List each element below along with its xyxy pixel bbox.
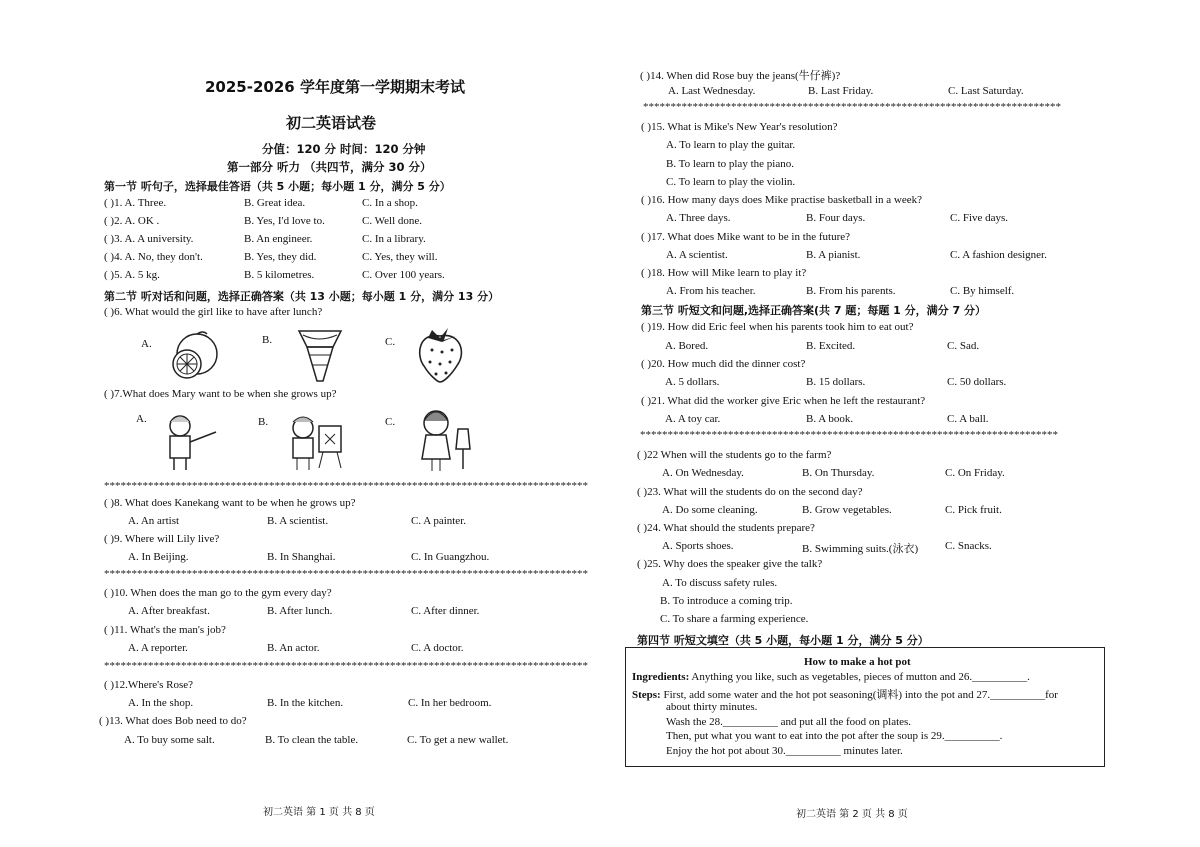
q16-question: ( )16. How many days does Mike practise basketball in a week? bbox=[641, 194, 923, 206]
box-title: How to make a hot pot bbox=[804, 656, 911, 668]
q20-a: A. 5 dollars. bbox=[665, 376, 720, 388]
score-time: 分值：120 分 时间：120 分钟 bbox=[262, 142, 426, 156]
section2-heading: 第二节 听对话和问题，选择正确答案（共 13 小题；每小题 1 分，满分 13 分） bbox=[104, 290, 500, 303]
q14-a: A. Last Wednesday. bbox=[668, 85, 756, 97]
q6-question: ( )6. What would the girl like to have after lunch? bbox=[104, 306, 323, 318]
q22-a: A. On Wednesday. bbox=[662, 467, 744, 479]
steps-text-5: Enjoy the hot pot about 30.__________ minutes later. bbox=[666, 745, 903, 757]
q9-a: A. In Beijing. bbox=[128, 551, 189, 563]
q6-label-c: C. bbox=[385, 336, 396, 348]
q13-b: B. To clean the table. bbox=[265, 734, 359, 746]
q4-a: ( )4. A. No, they don't. bbox=[104, 251, 203, 263]
q17-a: A. A scientist. bbox=[666, 249, 728, 261]
page-footer-left: 初二英语 第 1 页 共 8 页 bbox=[263, 807, 375, 818]
q16-b: B. Four days. bbox=[806, 212, 866, 224]
q25-question: ( )25. Why does the speaker give the talk? bbox=[637, 558, 823, 570]
section1-heading: 第一节 听句子，选择最佳答语（共 5 小题；每小题 1 分，满分 5 分） bbox=[104, 180, 451, 193]
q15-b: B. To learn to play the piano. bbox=[666, 158, 794, 170]
q20-question: ( )20. How much did the dinner cost? bbox=[641, 358, 806, 370]
q3-a: ( )3. A. A university. bbox=[104, 233, 194, 245]
q23-a: A. Do some cleaning. bbox=[662, 504, 758, 516]
separator-line: **************************************************************************************** bbox=[104, 660, 588, 672]
part-one-heading: 第一部分 听力 （共四节，满分 30 分） bbox=[227, 160, 432, 174]
q21-b: B. A book. bbox=[806, 413, 854, 425]
q9-question: ( )9. Where will Lily live? bbox=[104, 533, 220, 545]
q18-a: A. From his teacher. bbox=[666, 285, 756, 297]
q5-b: B. 5 kilometres. bbox=[244, 269, 315, 281]
q12-question: ( )12.Where's Rose? bbox=[104, 679, 194, 691]
q8-question: ( )8. What does Kanekang want to be when he grows up? bbox=[104, 497, 356, 509]
strawberry-icon bbox=[410, 322, 470, 384]
q6-label-b: B. bbox=[262, 334, 273, 346]
q19-a: A. Bored. bbox=[665, 340, 709, 352]
q7-question: ( )7.What does Mary want to be when she grows up? bbox=[104, 388, 337, 400]
q18-c: C. By himself. bbox=[950, 285, 1015, 297]
q9-b: B. In Shanghai. bbox=[267, 551, 336, 563]
steps-text-1: First, add some water and the hot pot seasoning(调料) into the pot and 27.__________for bbox=[663, 689, 1058, 701]
q13-question: ( )13. What does Bob need to do? bbox=[99, 715, 247, 727]
q25-a: A. To discuss safety rules. bbox=[662, 577, 778, 589]
q12-a: A. In the shop. bbox=[128, 697, 194, 709]
q22-question: ( )22 When will the students go to the farm? bbox=[637, 449, 832, 461]
steps-text-4: Then, put what you want to eat into the pot after the soup is 29.__________. bbox=[666, 730, 1003, 742]
q24-a: A. Sports shoes. bbox=[662, 540, 734, 552]
steps-label: Steps: bbox=[632, 689, 661, 701]
q4-b: B. Yes, they did. bbox=[244, 251, 317, 263]
q14-b: B. Last Friday. bbox=[808, 85, 874, 97]
q23-question: ( )23. What will the students do on the second day? bbox=[637, 486, 863, 498]
orange-icon bbox=[163, 328, 223, 383]
q24-question: ( )24. What should the students prepare? bbox=[637, 522, 815, 534]
steps-text-3: Wash the 28.__________ and put all the food on plates. bbox=[666, 716, 912, 728]
q19-b: B. Excited. bbox=[806, 340, 856, 352]
q1-c: C. In a shop. bbox=[362, 197, 418, 209]
q15-a: A. To learn to play the guitar. bbox=[666, 139, 796, 151]
q25-c: C. To share a farming experience. bbox=[660, 613, 809, 625]
separator-line: **************************************************************************** bbox=[640, 429, 1058, 441]
separator-line: **************************************************************************************** bbox=[104, 568, 588, 580]
q5-c: C. Over 100 years. bbox=[362, 269, 445, 281]
q1-a: ( )1. A. Three. bbox=[104, 197, 167, 209]
q4-c: C. Yes, they will. bbox=[362, 251, 438, 263]
steps-line bbox=[632, 686, 1058, 702]
separator-line: **************************************************************************** bbox=[643, 101, 1061, 113]
page-footer-right: 初二英语 第 2 页 共 8 页 bbox=[796, 809, 908, 820]
q11-a: A. A reporter. bbox=[128, 642, 188, 654]
q2-b: B. Yes, I'd love to. bbox=[244, 215, 325, 227]
q22-c: C. On Friday. bbox=[945, 467, 1005, 479]
fashion-designer-icon bbox=[418, 405, 474, 473]
ingredients-label: Ingredients: bbox=[632, 671, 690, 683]
q21-a: A. A toy car. bbox=[665, 413, 721, 425]
q24-b: B. Swimming suits.(泳衣) bbox=[802, 543, 919, 555]
q21-c: C. A ball. bbox=[947, 413, 989, 425]
separator-line: **************************************************************************************** bbox=[104, 480, 588, 492]
q6-label-a: A. bbox=[141, 338, 152, 350]
q17-question: ( )17. What does Mike want to be in the future? bbox=[641, 231, 851, 243]
q13-c: C. To get a new wallet. bbox=[407, 734, 509, 746]
ice-cream-icon bbox=[293, 325, 348, 385]
ingredients-line bbox=[632, 671, 1030, 683]
q19-c: C. Sad. bbox=[947, 340, 980, 352]
q8-b: B. A scientist. bbox=[267, 515, 329, 527]
q10-b: B. After lunch. bbox=[267, 605, 333, 617]
teacher-icon bbox=[160, 410, 222, 472]
q7-label-c: C. bbox=[385, 416, 396, 428]
q15-c: C. To learn to play the violin. bbox=[666, 176, 796, 188]
q16-a: A. Three days. bbox=[666, 212, 731, 224]
artist-icon bbox=[285, 412, 347, 472]
ingredients-text: Anything you like, such as vegetables, pieces of mutton and 26.__________. bbox=[691, 671, 1030, 683]
q11-question: ( )11. What's the man's job? bbox=[104, 624, 226, 636]
exam-title: 2025-2026 学年度第一学期期末考试 bbox=[205, 78, 465, 96]
q21-question: ( )21. What did the worker give Eric when he left the restaurant? bbox=[641, 395, 926, 407]
q10-question: ( )10. When does the man go to the gym every day? bbox=[104, 587, 332, 599]
q22-b: B. On Thursday. bbox=[802, 467, 875, 479]
q14-question: ( )14. When did Rose buy the jeans(牛仔裤)? bbox=[640, 70, 841, 82]
section3-heading: 第三节 听短文和问题,选择正确答案(共 7 题；每题 1 分，满分 7 分） bbox=[641, 304, 986, 317]
q11-b: B. An actor. bbox=[267, 642, 320, 654]
q13-a: A. To buy some salt. bbox=[124, 734, 215, 746]
q17-c: C. A fashion designer. bbox=[950, 249, 1047, 261]
q3-c: C. In a library. bbox=[362, 233, 426, 245]
q10-c: C. After dinner. bbox=[411, 605, 480, 617]
section4-heading: 第四节 听短文填空（共 5 小题，每小题 1 分，满分 5 分） bbox=[637, 634, 929, 647]
q7-label-b: B. bbox=[258, 416, 269, 428]
q19-question: ( )19. How did Eric feel when his parents took him to eat out? bbox=[641, 321, 914, 333]
q12-b: B. In the kitchen. bbox=[267, 697, 344, 709]
q3-b: B. An engineer. bbox=[244, 233, 313, 245]
q23-b: B. Grow vegetables. bbox=[802, 504, 892, 516]
q8-c: C. A painter. bbox=[411, 515, 466, 527]
q2-c: C. Well done. bbox=[362, 215, 423, 227]
exam-subtitle: 初二英语试卷 bbox=[286, 114, 377, 132]
q18-b: B. From his parents. bbox=[806, 285, 896, 297]
q25-b: B. To introduce a coming trip. bbox=[660, 595, 793, 607]
steps-text-2: about thirty minutes. bbox=[666, 701, 758, 713]
q24-c: C. Snacks. bbox=[945, 540, 992, 552]
q12-c: C. In her bedroom. bbox=[408, 697, 492, 709]
q14-c: C. Last Saturday. bbox=[948, 85, 1024, 97]
q7-label-a: A. bbox=[136, 413, 147, 425]
q8-a: A. An artist bbox=[128, 515, 180, 527]
q23-c: C. Pick fruit. bbox=[945, 504, 1002, 516]
q20-b: B. 15 dollars. bbox=[806, 376, 866, 388]
q11-c: C. A doctor. bbox=[411, 642, 464, 654]
q16-c: C. Five days. bbox=[950, 212, 1009, 224]
q17-b: B. A pianist. bbox=[806, 249, 861, 261]
q20-c: C. 50 dollars. bbox=[947, 376, 1007, 388]
q18-question: ( )18. How will Mike learn to play it? bbox=[641, 267, 807, 279]
q1-b: B. Great idea. bbox=[244, 197, 306, 209]
q10-a: A. After breakfast. bbox=[128, 605, 210, 617]
q9-c: C. In Guangzhou. bbox=[411, 551, 490, 563]
q5-a: ( )5. A. 5 kg. bbox=[104, 269, 160, 281]
q2-a: ( )2. A. OK . bbox=[104, 215, 160, 227]
q15-question: ( )15. What is Mike's New Year's resolution? bbox=[641, 121, 838, 133]
